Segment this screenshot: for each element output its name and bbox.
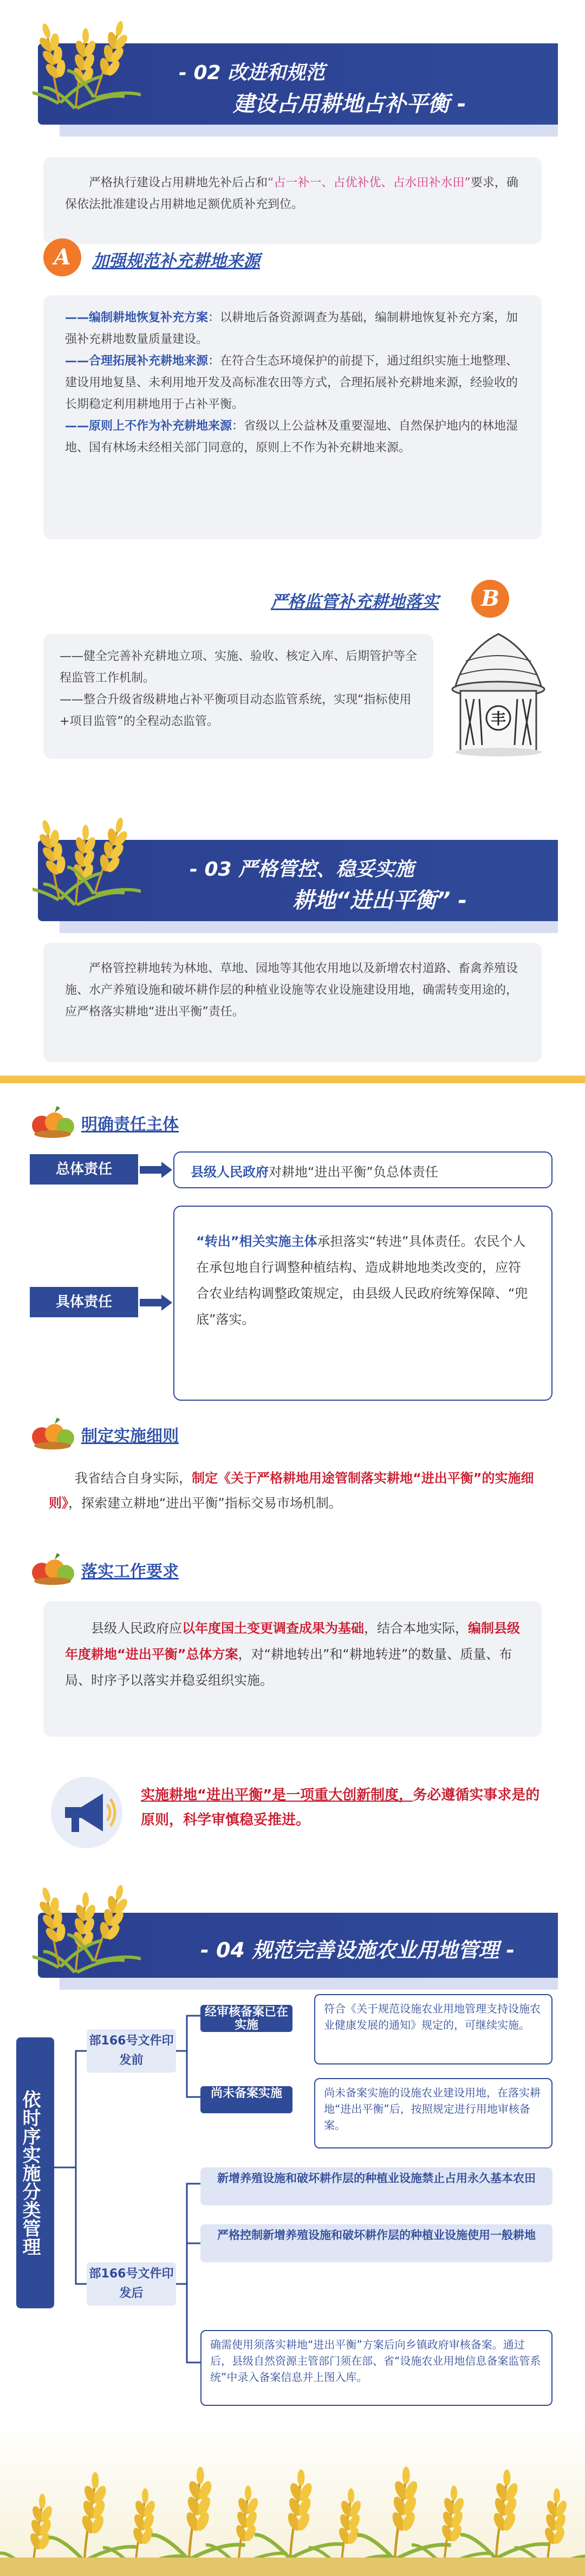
wheat-icon <box>32 797 141 927</box>
a-item-3-lead: ——原则上不作为补充耕地来源 <box>65 419 232 433</box>
filed-label: 经审核备案已在实施 <box>200 2005 292 2032</box>
specific-responsibility-tag: 具体责任 <box>30 1287 138 1317</box>
granary-icon <box>444 629 552 764</box>
notice-red-2: 务必遵循实事求是的原则， <box>141 1787 540 1828</box>
rules-paragraph <box>49 1466 536 1516</box>
a-item-1-lead: ——编制耕地恢复补充方案 <box>65 311 209 325</box>
overall-bold: 县级人民政府 <box>191 1164 269 1180</box>
b-item-2: ——整合升级省级耕地占补平衡项目动态监管系统，实现“指标使用+项目监管”的全程动态监管。 <box>60 693 412 728</box>
intro-text-end: 要求，确保依法批准建设占用耕地足额优质补充到位。 <box>65 176 518 211</box>
overall-text: 对耕地“进出平衡”负总体责任 <box>269 1164 438 1180</box>
section-03-number: - 03 严格管控、稳妥实施 <box>190 858 414 881</box>
work-box <box>43 1601 542 1737</box>
wheat-icon <box>32 0 141 130</box>
b-item-1: ——健全完善补充耕地立项、实施、验收、核定入库、后期管护等全程监管工作机制。 <box>60 650 418 685</box>
overall-responsibility-box <box>173 1151 552 1188</box>
work-heading: 落实工作要求 <box>81 1562 179 1581</box>
a-item-3 <box>65 416 520 459</box>
a-item-3-text: ：省级以上公益林及重要湿地、自然保护地内的林地湿地、国有林场未经相关部门同意的，原则上不作为补充耕地来源。 <box>65 419 518 455</box>
work-red-2: 编制县级年度耕地“进出平衡”总体方案 <box>65 1621 520 1662</box>
section-02-intro <box>43 157 542 244</box>
intro-text: 严格执行建设占用耕地先补后占和 <box>89 176 268 190</box>
divider-bar <box>0 1076 585 1083</box>
notice-red-3: 科学审慎稳妥推进。 <box>183 1812 310 1828</box>
after-note: 确需使用须落实耕地“进出平衡”方案后向乡镇政府审核备案。通过后，县级自然资源主管部门须在部、省“设施农业用地信息备案监管系统”中录入备案信息并上图入库。 <box>200 2330 552 2406</box>
section-03-intro-text: 严格管控耕地转为林地、草地、园地等其他农用地以及新增农村道路、畜禽养殖设施、水产养殖设施和破坏耕作层的种植业设施等农业设施建设用地，确需转变用途的，应严格落实耕地“进出平衡”责任。 <box>65 962 518 1019</box>
letter-a-badge: A <box>43 238 81 276</box>
specific-responsibility-box <box>173 1206 552 1401</box>
rules-pre: 我省结合自身实际， <box>75 1471 192 1486</box>
after-item-2: 严格控制新增养殖设施和破坏耕作层的种植业设施使用一般耕地 <box>200 2224 552 2262</box>
unfiled-label: 尚未备案实施 <box>200 2086 292 2113</box>
before-166-label: 部166号文件印发前 <box>87 2029 176 2073</box>
section-03-title: 耕地“进出平衡” - <box>292 888 467 913</box>
wheat-icon <box>32 1864 141 1994</box>
work-post: ，对“耕地转出”和“耕地转进”的数量、质量、布局、时序予以落实并稳妥组织实施。 <box>65 1647 512 1688</box>
svg-text:丰: 丰 <box>490 710 506 728</box>
overall-responsibility-tag: 总体责任 <box>30 1154 138 1185</box>
side-label: 依时序实施分类管理 <box>16 2037 54 2308</box>
work-red-1: 以年度国土变更调查成果为基础 <box>182 1621 364 1636</box>
section-04-title: - 04 规范完善设施农业用地管理 - <box>200 1938 515 1962</box>
a-item-2-lead: ——合理拓展补充耕地来源 <box>65 354 209 368</box>
section-02-number: - 02 改进和规范 <box>179 62 326 84</box>
a-item-2-text: ：在符合生态环境保护的前提下，通过组织实施土地整理、建设用地复垦、未利用地开发及高标准农田等方式，合理拓展补充耕地来源，经验收的长期稳定利用耕地用于占补平衡。 <box>65 354 518 411</box>
section-03-intro <box>43 943 542 1062</box>
b-heading: 严格监管补充耕地落实 <box>271 592 439 612</box>
b-items-box <box>43 634 433 759</box>
rules-red: 制定《关于严格耕地用途管制落实耕地“进出平衡”的实施细则》 <box>49 1471 534 1511</box>
arrow-right-icon <box>140 1295 172 1311</box>
a-heading: 加强规范补充耕地来源 <box>92 251 260 271</box>
unfiled-note: 尚未备案实施的设施农业建设用地，在落实耕地“进出平衡”后，按照规定进行用地审核备案。 <box>314 2078 552 2148</box>
arrow-right-icon <box>140 1162 172 1178</box>
section-02-title: 建设占用耕地占补平衡 - <box>233 92 466 116</box>
rules-heading: 制定实施细则 <box>81 1427 179 1446</box>
megaphone-icon <box>49 1775 125 1850</box>
a-items-box <box>43 295 542 539</box>
work-pre: 县级人民政府应 <box>91 1621 182 1636</box>
produce-icon <box>30 1414 79 1452</box>
filed-note: 符合《关于规范设施农业用地管理支持设施农业健康发展的通知》规定的，可继续实施。 <box>314 1994 552 2064</box>
a-item-1-text: ：以耕地后备资源调查为基础，编制耕地恢复补充方案，加强补充耕地数量质量建设。 <box>65 311 518 346</box>
specific-text: 承担落实“转进”具体责任。农民个人在承包地自行调整种植结构、造成耕地地类改变的，应符合农业结构调整政策规定，由县级人民政府统筹保障、“兜底”落实。 <box>196 1234 528 1327</box>
notice-text <box>141 1783 552 1833</box>
wheat-field-illustration <box>0 2417 585 2576</box>
work-mid: ，结合本地实际， <box>364 1621 468 1636</box>
notice-red-1: 实施耕地“进出平衡”是一项重大创新制度， <box>141 1787 413 1803</box>
specific-bold: “转出”相关实施主体 <box>196 1234 317 1249</box>
a-item-1 <box>65 307 520 351</box>
a-item-2 <box>65 351 520 416</box>
produce-icon <box>30 1103 79 1141</box>
after-item-1: 新增养殖设施和破坏耕作层的种植业设施禁止占用永久基本农田 <box>200 2167 552 2205</box>
rules-post: ，探索建立耕地“进出平衡”指标交易市场机制。 <box>68 1496 342 1511</box>
after-166-label: 部166号文件印发后 <box>87 2262 176 2306</box>
letter-b-badge: B <box>471 580 509 618</box>
intro-highlight: “占一补一、占优补优、占水田补水田” <box>268 176 471 190</box>
responsibility-heading: 明确责任主体 <box>81 1115 179 1134</box>
produce-icon <box>30 1550 79 1588</box>
